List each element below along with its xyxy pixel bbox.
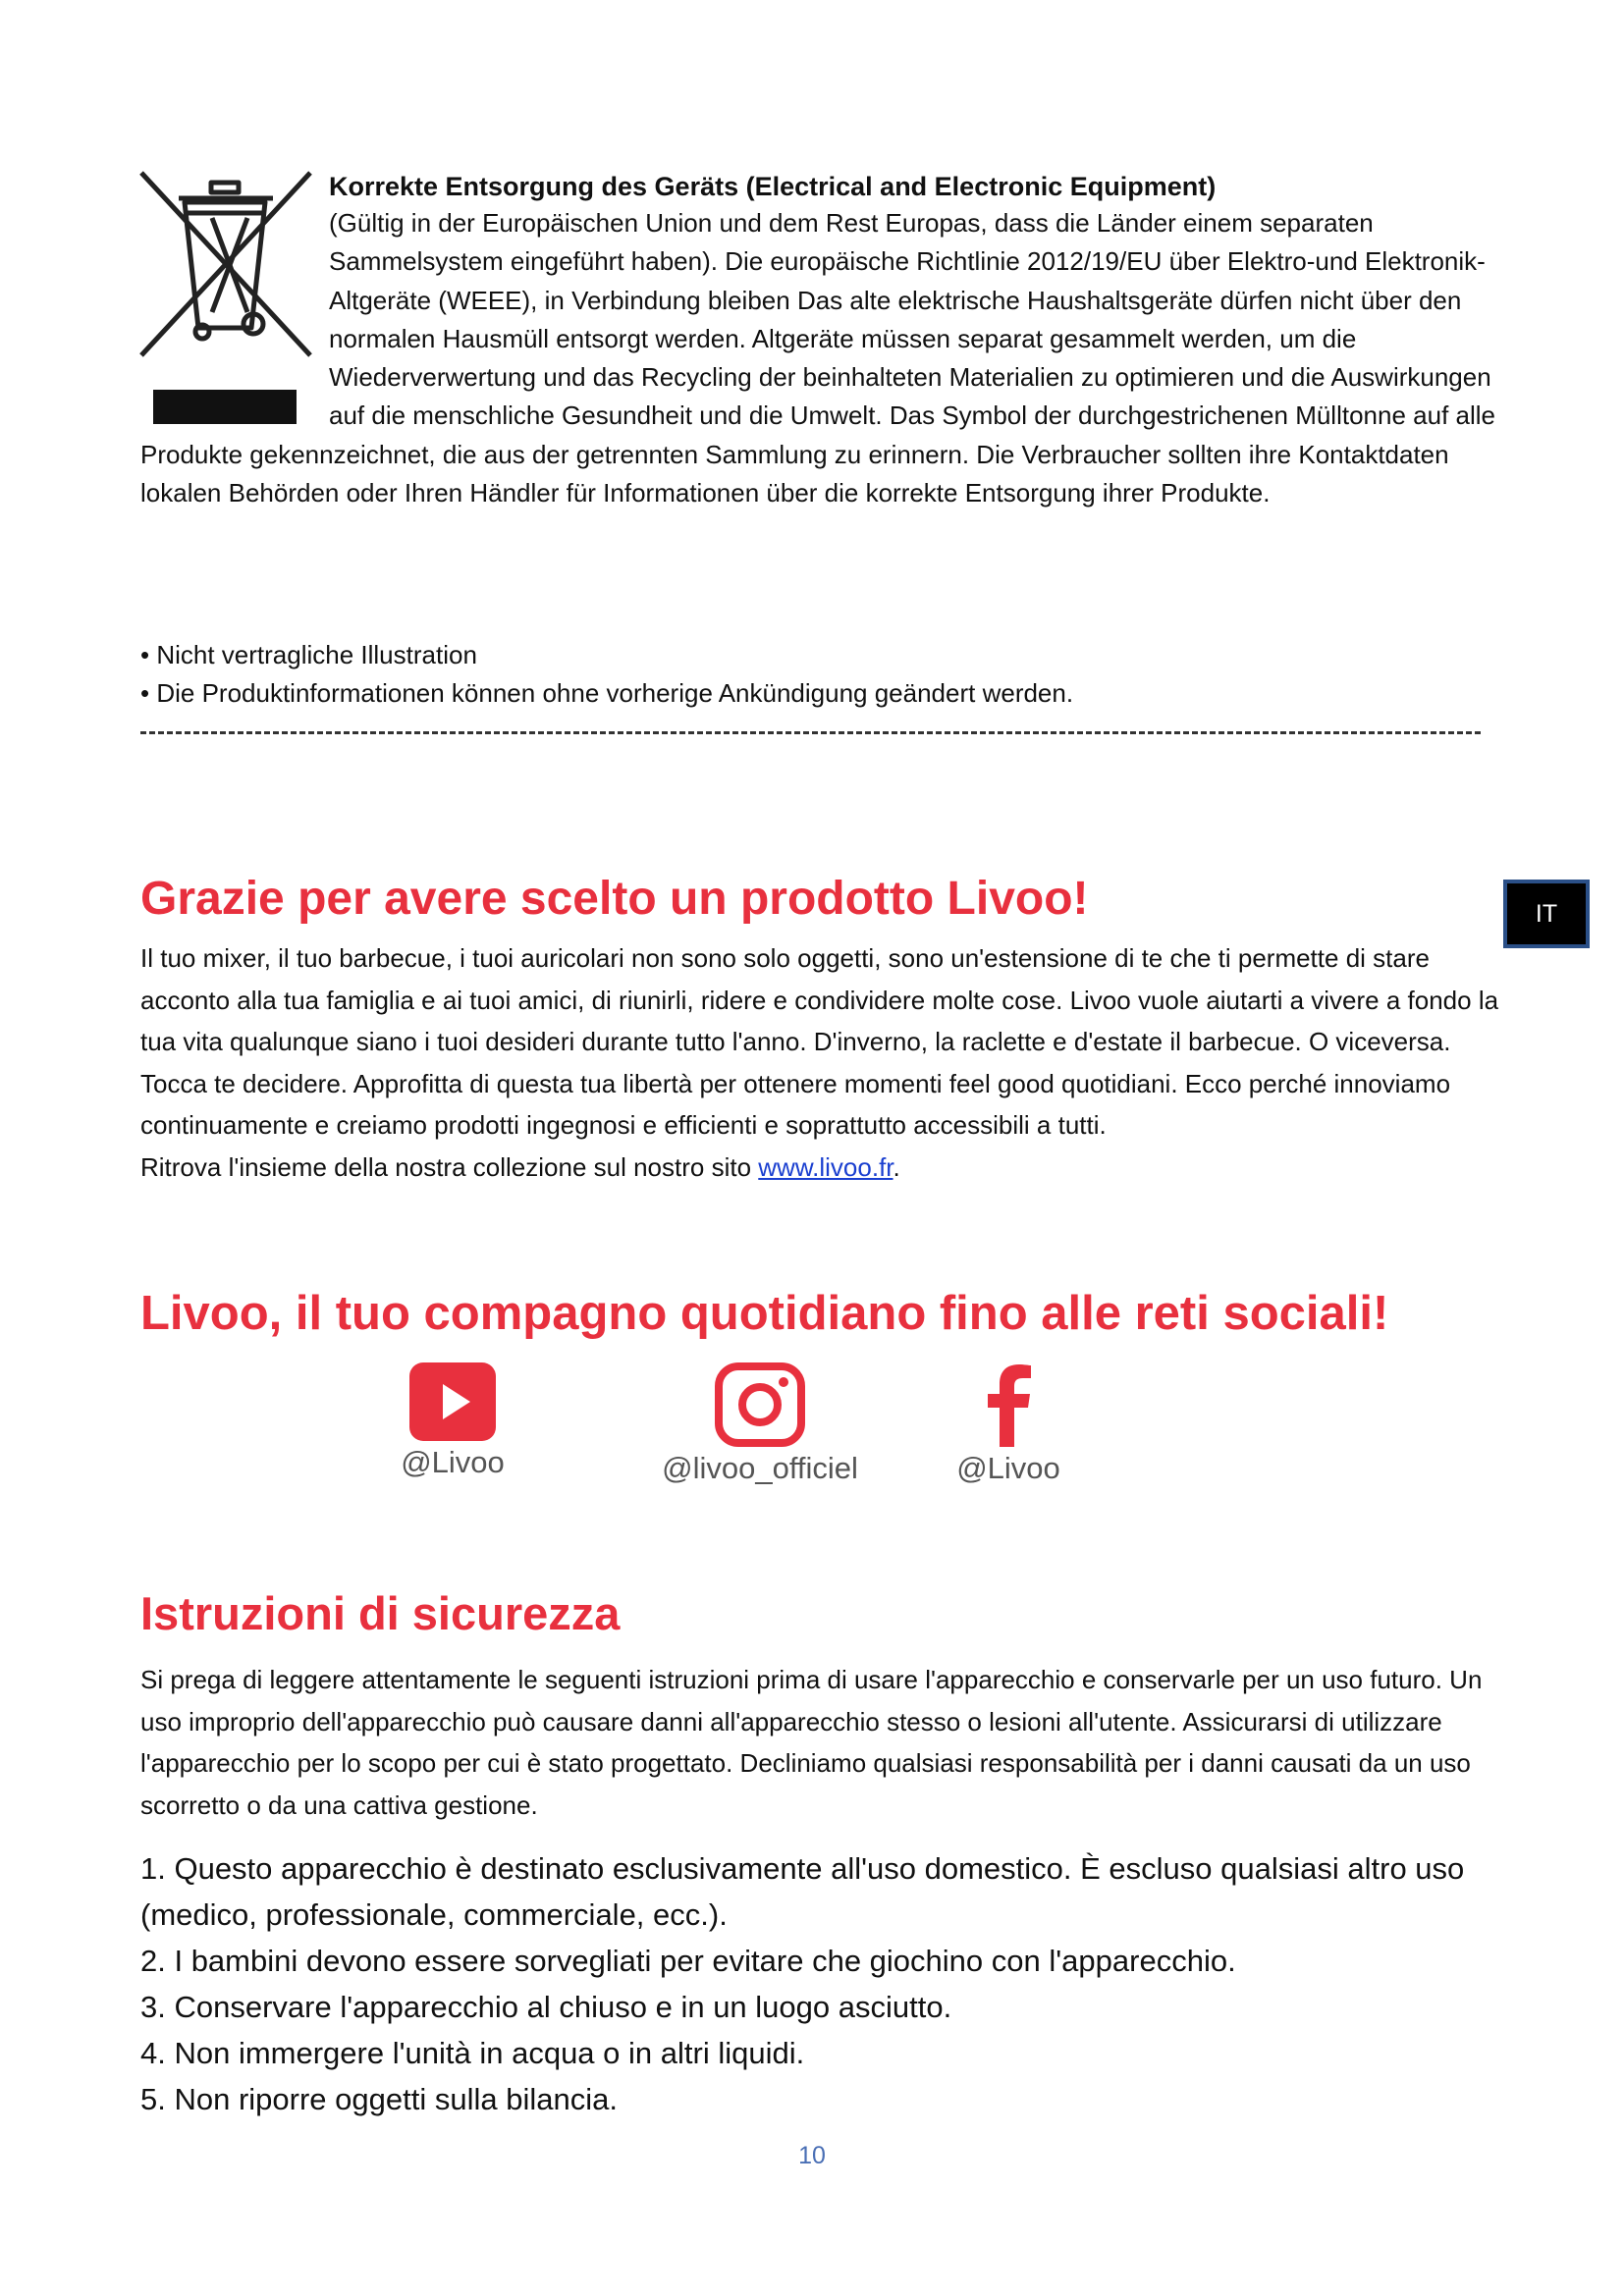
safety-intro: Si prega di leggere attentamente le seguenti istruzioni prima di usare l'apparecchio e conservarle per un uso futuro. Un uso improprio dell'apparecchio può causare danni all'apparecchio stesso o lesioni all'utente. Assicurarsi di utilizzare l'apparecchio per lo scopo per cui è stato progettato. Decliniamo qualsiasi responsabilità per i danni causati da un uso scorretto o da una cattiva gestione. — [140, 1665, 1483, 1820]
instagram-handle: @livoo_officiel — [662, 1451, 858, 1485]
youtube-social[interactable] — [325, 1362, 580, 1482]
note-item: • Nicht vertragliche Illustration — [140, 640, 477, 669]
website-line — [140, 1147, 1505, 1189]
website-prefix: Ritrova l'insieme della nostra collezione sul nostro sito — [140, 1151, 759, 1182]
weee-body-text: (Gültig in der Europäischen Union und dem Rest Europas, dass die Länder einem separaten Sammelsystem eingeführt haben). Die europäische Richtlinie 2012/19/EU über Elektro-und Elektronik-Altgeräte (WEEE), in Verbindung bleiben Das alte elektrische Haushaltsgeräte dürfen nicht über den normalen Hausmüll entsorgt werden. Altgeräte müssen separat gesammelt werden, um die Wiederverwertung und das Recycling der beinhalteten Materialien zu optimieren und die Auswirkungen auf die menschliche Gesundheit und die Umwelt. Das Symbol der durchgestrichenen Mülltonne auf alle Produkte gekennzeichnet, die aus der getrennten Sammlung zu erinnern. Die Verbraucher sollten ihre Kontaktdaten lokalen Behörden oder Ihren Händler für Informationen über die korrekte Entsorgung ihrer Produkte. — [140, 208, 1495, 508]
thanks-paragraph — [140, 937, 1505, 1188]
weee-body — [140, 204, 1495, 512]
section-divider — [140, 731, 1481, 734]
website-link[interactable]: www.livoo.fr — [758, 1151, 893, 1182]
facebook-icon — [984, 1362, 1033, 1447]
notes-list — [140, 636, 1073, 713]
youtube-handle: @Livoo — [401, 1445, 505, 1479]
safety-rule-item: 3. Conservare l'apparecchio al chiuso e in un luogo asciutto. — [140, 1990, 952, 2024]
facebook-handle: @Livoo — [956, 1451, 1060, 1485]
thanks-heading: Grazie per avere scelto un prodotto Livoo! — [140, 873, 1089, 925]
instagram-social[interactable] — [632, 1362, 888, 1488]
website-suffix: . — [893, 1151, 900, 1182]
thanks-text: Il tuo mixer, il tuo barbecue, i tuoi auricolari non sono solo oggetti, sono un'estensione di te che ti permette di stare acconto alla tua famiglia e ai tuoi amici, di riunirli, ridere e condividere molte cose. Livoo vuole aiutarti a vivere a fondo la tua vita qualunque siano i tuoi desideri durante tutto l'anno. D'inverno, la raclette e d'estate il barbecue. O viceversa. Tocca te decidere. Approfitta di questa tua libertà per ottenere momenti feel good quotidiani. Ecco perché innoviamo continuamente e creiamo prodotti ingegnosi e efficienti e soprattutto accessibili a tutti. — [140, 943, 1499, 1140]
safety-rule-item: 1. Questo apparecchio è destinato esclusivamente all'uso domestico. È escluso qualsiasi altro uso (medico, professionale, commerciale, ecc.). — [140, 1851, 1465, 1932]
facebook-social[interactable] — [881, 1362, 1136, 1488]
safety-rule-item: 2. I bambini devono essere sorvegliati per evitare che giochino con l'apparecchio. — [140, 1944, 1236, 1978]
note-item: • Die Produktinformationen können ohne vorherige Ankündigung geändert werden. — [140, 678, 1074, 708]
safety-heading: Istruzioni di sicurezza — [140, 1587, 621, 1639]
safety-rules-list — [140, 1845, 1466, 2122]
instagram-icon — [715, 1362, 805, 1447]
social-heading: Livoo, il tuo compagno quotidiano fino alle reti sociali! — [140, 1287, 1389, 1340]
weee-title: Korrekte Entsorgung des Geräts (Electrical and Electronic Equipment) — [329, 172, 1217, 201]
safety-rule-item: 5. Non riporre oggetti sulla bilancia. — [140, 2082, 618, 2116]
page-number: 10 — [798, 2142, 826, 2169]
language-badge: IT — [1503, 880, 1590, 948]
safety-rule-item: 4. Non immergere l'unità in acqua o in altri liquidi. — [140, 2036, 805, 2070]
youtube-icon — [409, 1362, 496, 1441]
